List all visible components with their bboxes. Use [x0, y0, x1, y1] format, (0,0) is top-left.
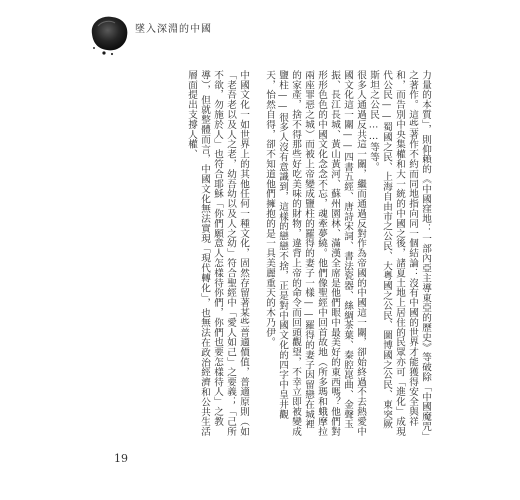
running-header-title: 墜入深淵的中國	[135, 24, 212, 35]
paragraph: 中國文化一如世界上的其他任何一種文化，固然存留著某些普適價值，普適原則（如「老吾老以及人之老，幼吾幼以及人之幼」符合聖經中「愛人如己」之要義；「己所不欲，勿施於人」也符合耶穌「你們願意人怎樣待你們，你們也要怎樣待人」之教導），但就整體而言，中國文化無法實現「現代轉化」，也無法在政治經濟和公共生活層面提出支撐人權、	[186, 70, 249, 437]
vertical-body-text	[132, 70, 432, 438]
ink-blot-icon	[86, 12, 132, 56]
page-number: 19	[114, 452, 128, 465]
paragraph: 力量的本質」，則仰賴的《中國窪地：一部內亞主導東亞的歷史》等破除「中國魔咒」之著作。這些著作不約而同地指向同一個結論：沒有中國的世界才能獲得安全與祥和，而告別中央集權和大一統的中國之後，諸夏土地上居住的民眾亦可「進化」成現代公民——蜀國之民、上海自由市之公民、大粵國之公民、圖博國之公民、東突厥斯坦之公民……等等。	[368, 70, 431, 437]
paragraph: 很多人通過反共這一關，繼而通過反對作為帝國的中國這一關，卻始終過不去熱愛中國文化這一關——四書五經、唐詩宋詞、書法瓷器、絲綢茶葉、秦腔崑曲、金聲玉振、長江長城、黃山黃河、蘇州園林、滿漢全席是他們眼中最美好的東西嗎？他們對形形色色的中國文化念念不忘，魂牽夢繞。他們像聖經中回首故地（所多瑪和蛾摩拉兩座罪惡之城）而被上帝變成鹽柱的羅得的妻子一樣——羅得的妻子因留戀在城裡的家產，捨不得那些好吃美味的財物，違背上帝的命令而回頭觀望，不幸立即被變成鹽柱——很多人沒有意識到，這樣的戀戀不捨，正是對中國文化的四字中皇井觀天，怡然自得，卻不知道他們擁抱的是一具美麗重天的木乃伊。	[264, 70, 366, 437]
